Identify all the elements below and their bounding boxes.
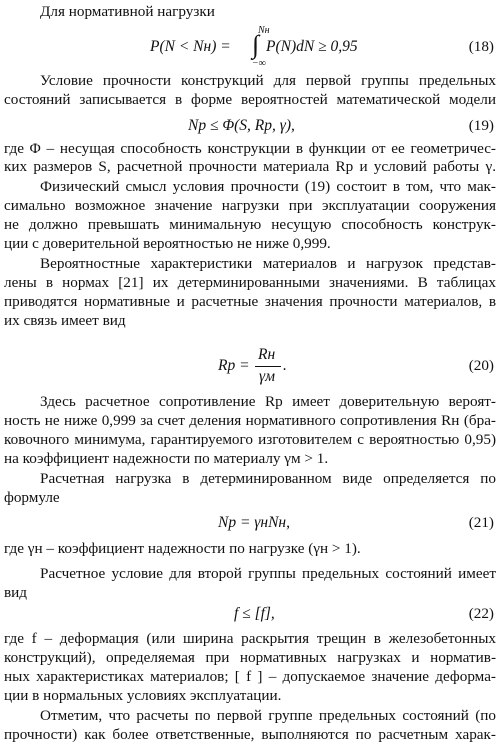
equation-18-upper-limit: Nн <box>258 25 270 36</box>
equation-number-21: (21) <box>468 514 494 531</box>
text-line: где γн – коэффициент надежности по нагрузке (γн > 1). <box>4 540 361 557</box>
text-line: ность не ниже 0,999 за счет деления нормативного сопротивления Rн (бра- <box>4 412 496 429</box>
text-line: где f – деформация (или ширина раскрытия трещин в железобетонных <box>4 630 496 647</box>
text-line: ковочного минимума, гарантируемого изготовителем с вероятностью 0,95) <box>4 431 496 448</box>
text-line: Расчетная нагрузка в детерминированном виде определяется по <box>40 470 496 487</box>
text-line: Расчетное условие для второй группы предельных состояний имеет <box>40 565 496 582</box>
text-line: симально возможное значение нагрузки при эксплуатации сооружения <box>4 197 496 214</box>
equation-number-19: (19) <box>468 117 494 134</box>
integral-sign-icon: ∫ <box>252 30 260 59</box>
text-line: не должно превышать минимальную несущую способность конструк- <box>4 216 496 233</box>
equation-19: Nр ≤ Φ(S, Rр, γ), <box>188 117 295 134</box>
text-line: ных характеристиках материалов; [ f ] – допускаемое значение деформа- <box>4 668 496 685</box>
text-line: прочности) как более ответственные, выполняются по расчетным харак- <box>4 726 496 743</box>
equation-20-denominator: γм <box>259 368 275 385</box>
fraction-bar <box>255 366 281 367</box>
equation-number-20: (20) <box>468 357 494 374</box>
equation-18-left: P(N < Nн) = <box>150 38 231 55</box>
text-line: лены в нормах [21] их детерминированными значениями. В таблицах <box>4 274 496 291</box>
text-line: конструкций), определяемая при нормативных нагрузках и норматив- <box>4 649 496 666</box>
text-line: вид <box>4 584 28 601</box>
text-line: ции с доверительной вероятностью не ниже 0,999. <box>4 235 331 252</box>
text-line: Отметим, что расчеты по первой группе предельных состояний (по <box>40 707 496 724</box>
equation-20-left: Rр = <box>218 357 250 374</box>
text-line: Вероятностные характеристики материалов и нагрузок представ- <box>40 255 496 272</box>
equation-18-right: P(N)dN ≥ 0,95 <box>266 38 358 55</box>
text-line: их связь имеет вид <box>4 312 126 329</box>
equation-20-period: . <box>283 357 287 374</box>
text-line: Для нормативной нагрузки <box>40 3 215 20</box>
text-line: на коэффициент надежности по материалу γм > 1. <box>4 450 329 467</box>
text-line: Физический смысл условия прочности (19) состоит в том, что мак- <box>40 178 496 195</box>
text-line: формуле <box>4 489 60 506</box>
text-line: приводятся нормативные и расчетные значения прочности материалов, в <box>4 293 496 310</box>
text-line: ции в нормальных условиях эксплуатации. <box>4 687 282 704</box>
text-line: ких размеров S, расчетной прочности материала Rр и условий работы γ. <box>4 158 496 175</box>
equation-18-lower-limit: −∞ <box>252 58 266 69</box>
equation-20-numerator: Rн <box>258 346 276 363</box>
text-line: состояний записывается в форме вероятностей математической модели <box>4 91 496 108</box>
text-line: Условие прочности конструкций для первой группы предельных <box>40 72 496 89</box>
text-line: Здесь расчетное сопротивление Rр имеет доверительную вероят- <box>40 393 496 410</box>
equation-number-22: (22) <box>468 605 494 622</box>
equation-21: Nр = γнNн, <box>218 514 290 531</box>
equation-number-18: (18) <box>468 38 494 55</box>
equation-22: f ≤ [f], <box>234 605 275 622</box>
text-line: где Φ – несущая способность конструкции в функции от ее геометричес- <box>4 140 496 157</box>
